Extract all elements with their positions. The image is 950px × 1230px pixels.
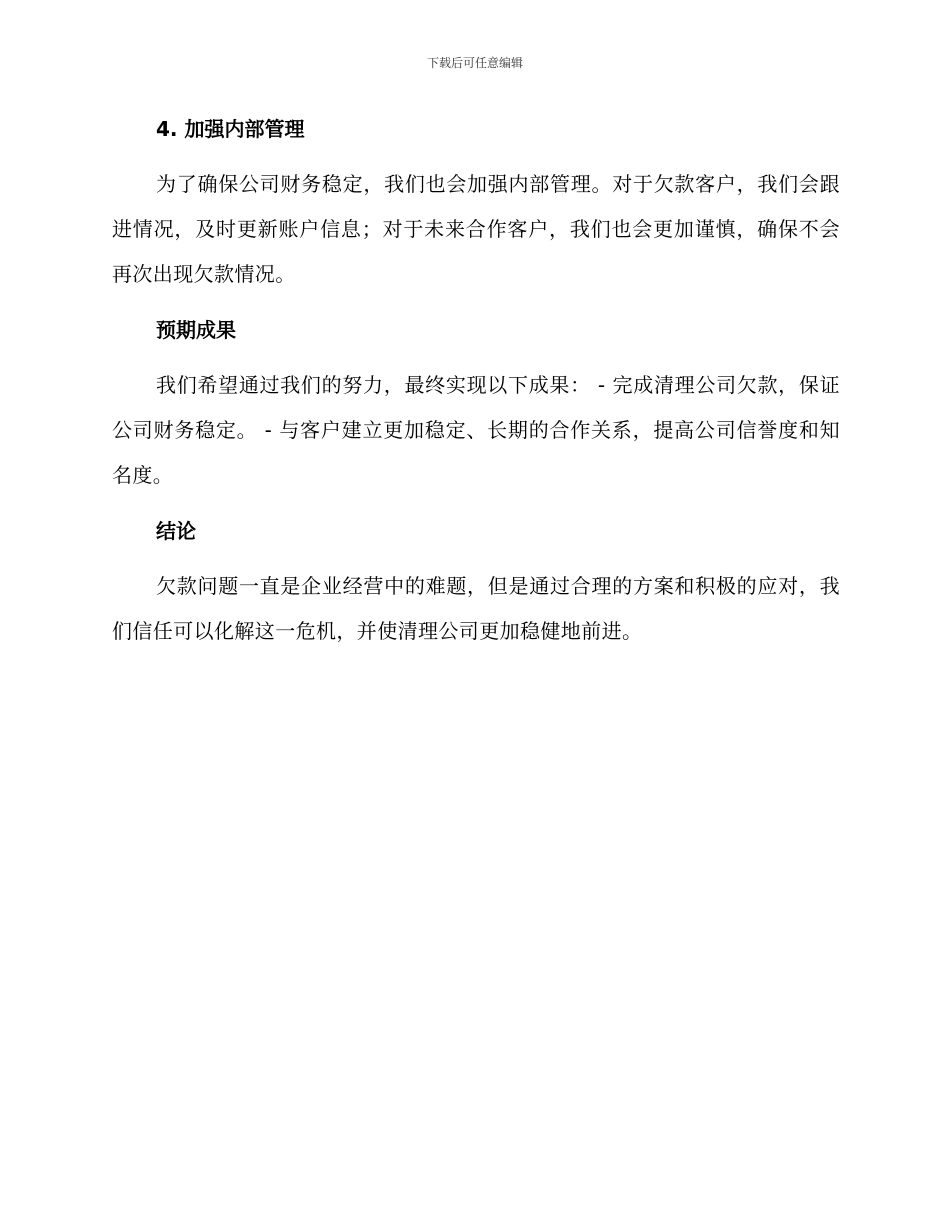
header-note: 下载后可任意编辑 xyxy=(426,56,523,70)
section-paragraph-internal-management: 为了确保公司财务稳定，我们也会加强内部管理。对于欠款客户，我们会跟进情况，及时更新账户信息；对于未来合作客户，我们也会更加谨慎，确保不会再次出现欠款情况。 xyxy=(112,172,840,286)
section-heading-conclusion: 结论 xyxy=(156,519,196,543)
section-heading-expected-results: 预期成果 xyxy=(156,318,236,342)
section-paragraph-conclusion: 欠款问题一直是企业经营中的难题，但是通过合理的方案和积极的应对，我们信任可以化解这一危机，并使清理公司更加稳健地前进。 xyxy=(112,574,840,643)
section-paragraph-expected-results: 我们希望通过我们的努力，最终实现以下成果： - 完成清理公司欠款，保证公司财务稳定。 - 与客户建立更加稳定、长期的合作关系，提高公司信誉度和知名度。 xyxy=(112,373,840,487)
document-body xyxy=(112,108,840,666)
section-heading-internal-management: 4. 加强内部管理 xyxy=(156,117,305,141)
